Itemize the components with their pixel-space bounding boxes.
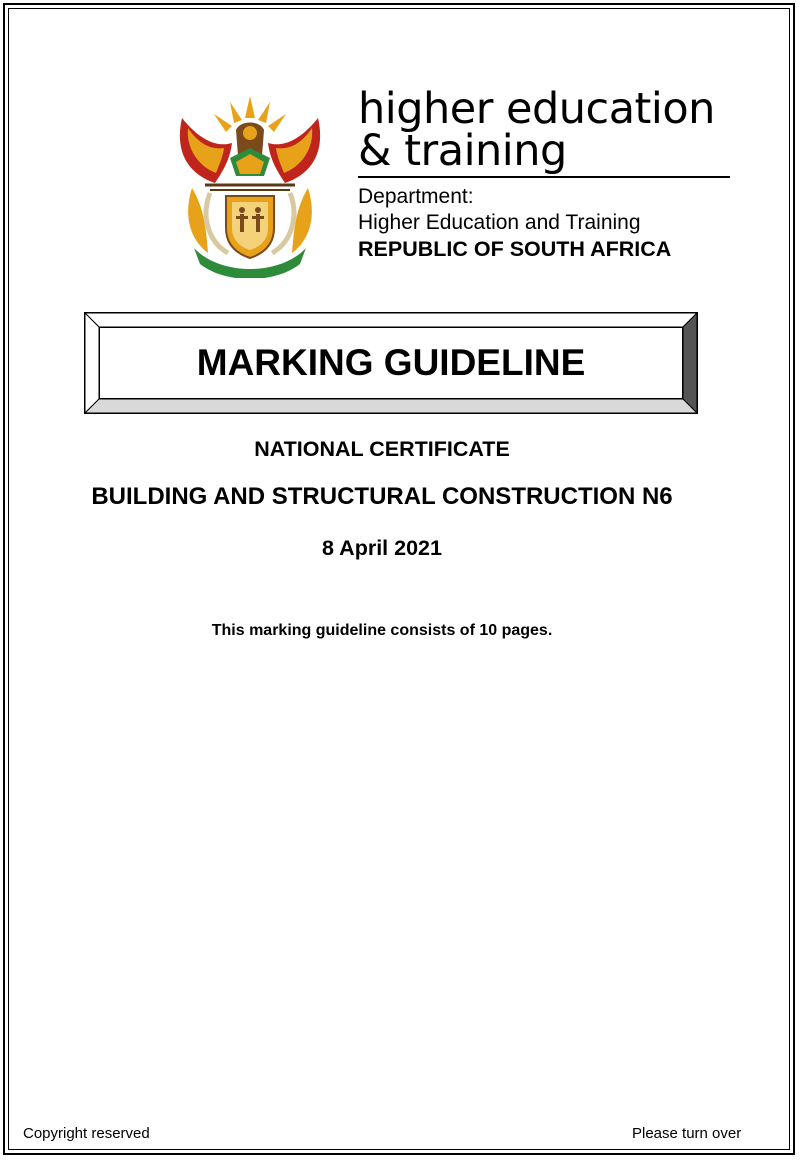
brand-title-line2: & training: [358, 126, 567, 176]
brand-divider: [358, 176, 730, 178]
title-panel: [99, 327, 683, 399]
page-count-note: This marking guideline consists of 10 pages.: [211, 622, 553, 639]
department-branding: [358, 84, 738, 262]
letterhead: [170, 84, 740, 278]
country-name: REPUBLIC OF SOUTH AFRICA: [358, 237, 672, 261]
department-label: Department:: [358, 185, 474, 208]
department-name: Higher Education and Training: [358, 211, 641, 234]
footer-turn-over: Please turn over: [632, 1125, 742, 1142]
subject-heading: BUILDING AND STRUCTURAL CONSTRUCTION N6: [91, 483, 673, 510]
footer-copyright: Copyright reserved: [23, 1125, 150, 1142]
document-title: MARKING GUIDELINE: [196, 342, 586, 383]
certificate-heading: NATIONAL CERTIFICATE: [254, 437, 510, 461]
title-frame: [84, 312, 698, 414]
coat-of-arms-logo: [170, 88, 330, 278]
brand-title-line1: higher education: [358, 84, 715, 134]
exam-date: 8 April 2021: [322, 536, 442, 560]
